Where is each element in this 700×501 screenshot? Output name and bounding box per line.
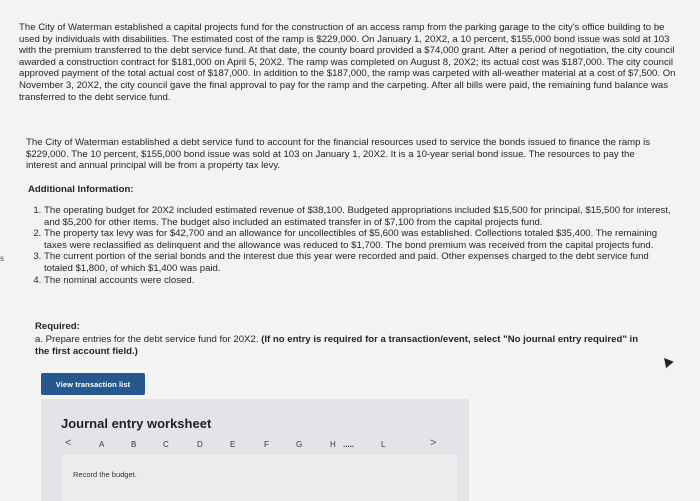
problem-paragraph-2: The City of Waterman established a debt service fund to account for the financial resources used to service the bonds issued to finance the ramp is $229,000. The 10 percent, $155,000 bond issue was sold at 103 on January 1, 20X2. It is a 10-year serial bond issue. The resources to pay the interest and annual principal will be from a property tax levy. [26,137,651,172]
worksheet-panel [61,455,457,501]
additional-info-list [30,205,676,286]
view-transaction-list-button[interactable]: View transaction list [41,373,145,395]
tab-f[interactable]: F [264,440,269,449]
required-instruction [35,334,655,357]
chevron-left-icon[interactable]: < [65,437,72,449]
info-item-3: 3. The current portion of the serial bonds and the interest due this year were recorded and paid. Other expenses charged to the debt service fund totaled $1,800, of which $1,400 was paid. [44,251,676,274]
info-item-2: 2. The property tax levy was for $42,700 and an allowance for uncollectibles of $5,600 was established. Collections totaled $35,400. The remaining taxes were reclassified as delinquent and the allowance was reduced to $1,700. The bond premium was received from the capital projects fund. [44,228,676,251]
mouse-cursor-icon [660,355,673,368]
worksheet-nav [61,438,457,452]
tab-d[interactable]: D [197,440,203,449]
chevron-right-icon[interactable]: > [430,437,437,449]
tab-c[interactable]: C [163,440,169,449]
tab-a[interactable]: A [99,440,105,449]
tab-h[interactable]: H [330,440,336,449]
tab-g[interactable]: G [296,440,303,449]
journal-entry-worksheet [41,399,469,501]
tab-ellipsis: ..... [343,440,355,449]
worksheet-description: Record the budget. [73,470,137,479]
info-item-1: 1. The operating budget for 20X2 included estimated revenue of $38,100. Budgeted appropriations included $15,500 for principal, $15,500 for interest, and $5,200 for other items. The budget also included an estimated transfer in of $7,100 from the capital projects fund. [44,205,676,228]
required-instruction-text: a. Prepare entries for the debt service fund for 20X2. [35,334,262,345]
additional-info-heading: Additional Information: [28,184,134,195]
worksheet-title: Journal entry worksheet [61,416,212,431]
tab-l[interactable]: L [381,440,386,449]
required-heading: Required: [35,321,80,332]
problem-paragraph-1: The City of Waterman established a capital projects fund for the construction of an access ramp from the parking garage to the city's office building to be used by individuals with disabilities. The estimated cost of the ramp is $229,000. On January 1, 20X2, a 10 percent, $155,000 bond issue was sold at 103 with the premium transferred to the debt service fund. At that date, the county board provided a $74,000 grant. After a period of negotiation, the city council awarded a construction contract for $181,000 on April 5, 20X2. The ramp was completed on August 8, 20X2; its actual cost was $187,000. The city council approved payment of the total actual cost of $187,000. In addition to the $187,000, the ramp was carpeted with all-weather material at a cost of $7,500. On November 3, 20X2, the city council gave the final approval to pay for the ramp and the carpeting. After all bills were paid, the remaining fund balance was transferred to the debt service fund. [19,22,676,103]
tab-b[interactable]: B [131,440,137,449]
tab-e[interactable]: E [230,440,236,449]
info-item-4: 4. The nominal accounts were closed. [44,275,676,287]
required-instruction-note: (If no entry is required for a transaction/event, select "No journal entry required" in the first account field.) [35,334,639,357]
margin-mark: s [0,254,4,263]
